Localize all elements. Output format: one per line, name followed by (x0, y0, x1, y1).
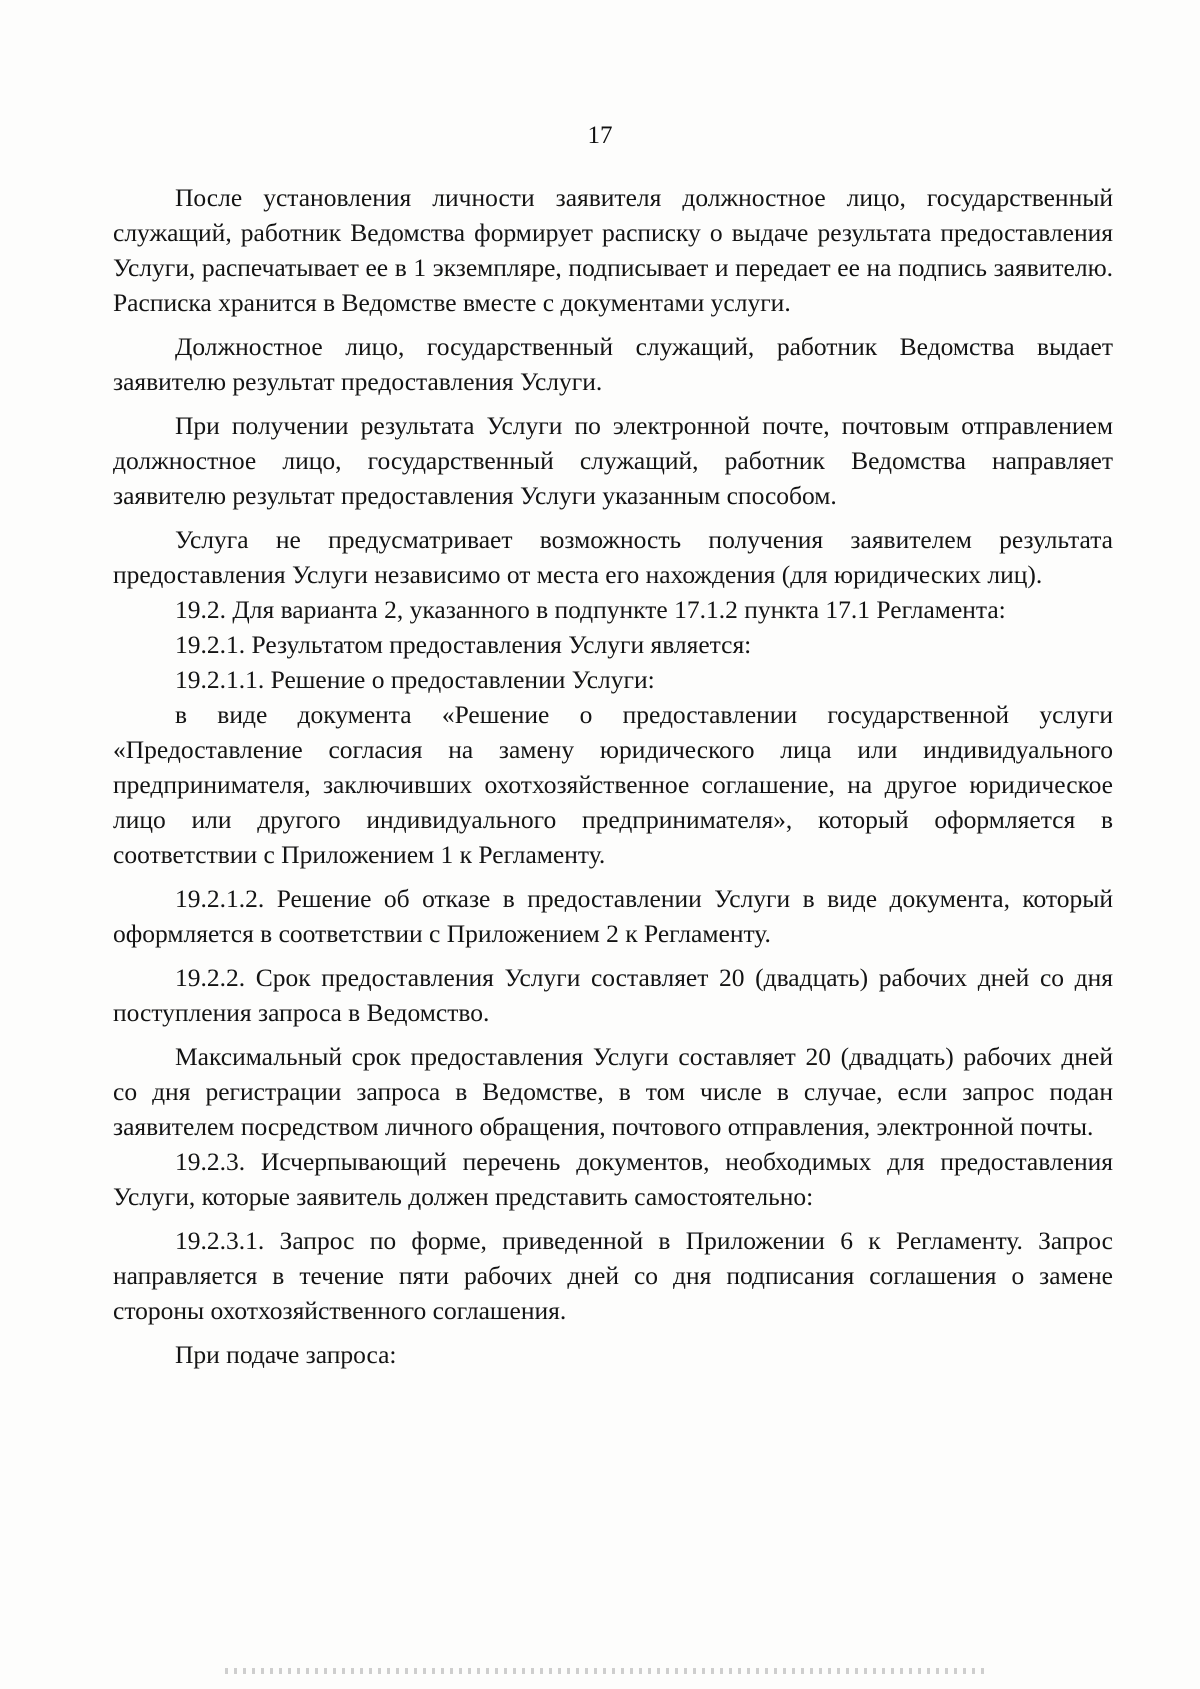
paragraph: Услуга не предусматривает возможность получения заявителем результата предоставления Услуги независимо от места его нахождения (для юридических лиц). (113, 525, 1113, 589)
paragraph: Максимальный срок предоставления Услуги составляет 20 (двадцать) рабочих дней со дня регистрации запроса в Ведомстве, в том числе в случае, если запрос подан заявителем посредством личного обращения, почтового отправления, электронной почты. (113, 1042, 1113, 1141)
paragraph: в виде документа «Решение о предоставлении государственной услуги «Предоставление согласия на замену юридического лица или индивидуального предпринимателя, заключивших охотхозяйственное соглашение, на другое юридическое лицо или другого индивидуального предпринимателя», который оформляется в соответствии с Приложением 1 к Регламенту. (113, 700, 1113, 869)
scan-noise (225, 1668, 985, 1674)
subsection-heading: 19.2.1.1. Решение о предоставлении Услуги: (175, 665, 655, 694)
subsection-heading: 19.2.1. Результатом предоставления Услуги является: (175, 630, 752, 659)
paragraph: 19.2.2. Срок предоставления Услуги составляет 20 (двадцать) рабочих дней со дня поступления запроса в Ведомство. (113, 963, 1113, 1027)
document-body (113, 180, 1113, 1372)
paragraph: После установления личности заявителя должностное лицо, государственный служащий, работник Ведомства формирует расписку о выдаче результата предоставления Услуги, распечатывает ее в 1 экземпляре, подписывает и передает ее на подпись заявителю. Расписка хранится в Ведомстве вместе с документами услуги. (113, 183, 1113, 317)
section-heading: 19.2. Для варианта 2, указанного в подпункте 17.1.2 пункта 17.1 Регламента: (175, 595, 1006, 624)
paragraph: 19.2.1.2. Решение об отказе в предоставлении Услуги в виде документа, который оформляется в соответствии с Приложением 2 к Регламенту. (113, 884, 1113, 948)
paragraph: 19.2.3.1. Запрос по форме, приведенной в Приложении 6 к Регламенту. Запрос направляется в течение пяти рабочих дней со дня подписания соглашения о замене стороны охотхозяйственного соглашения. (113, 1226, 1113, 1325)
paragraph: 19.2.3. Исчерпывающий перечень документов, необходимых для предоставления Услуги, которые заявитель должен представить самостоятельно: (113, 1147, 1113, 1211)
paragraph: Должностное лицо, государственный служащий, работник Ведомства выдает заявителю результат предоставления Услуги. (113, 332, 1113, 396)
paragraph: При получении результата Услуги по электронной почте, почтовым отправлением должностное лицо, государственный служащий, работник Ведомства направляет заявителю результат предоставления Услуги указанным способом. (113, 411, 1113, 510)
paragraph: При подаче запроса: (175, 1340, 397, 1369)
page-number: 17 (587, 122, 613, 149)
